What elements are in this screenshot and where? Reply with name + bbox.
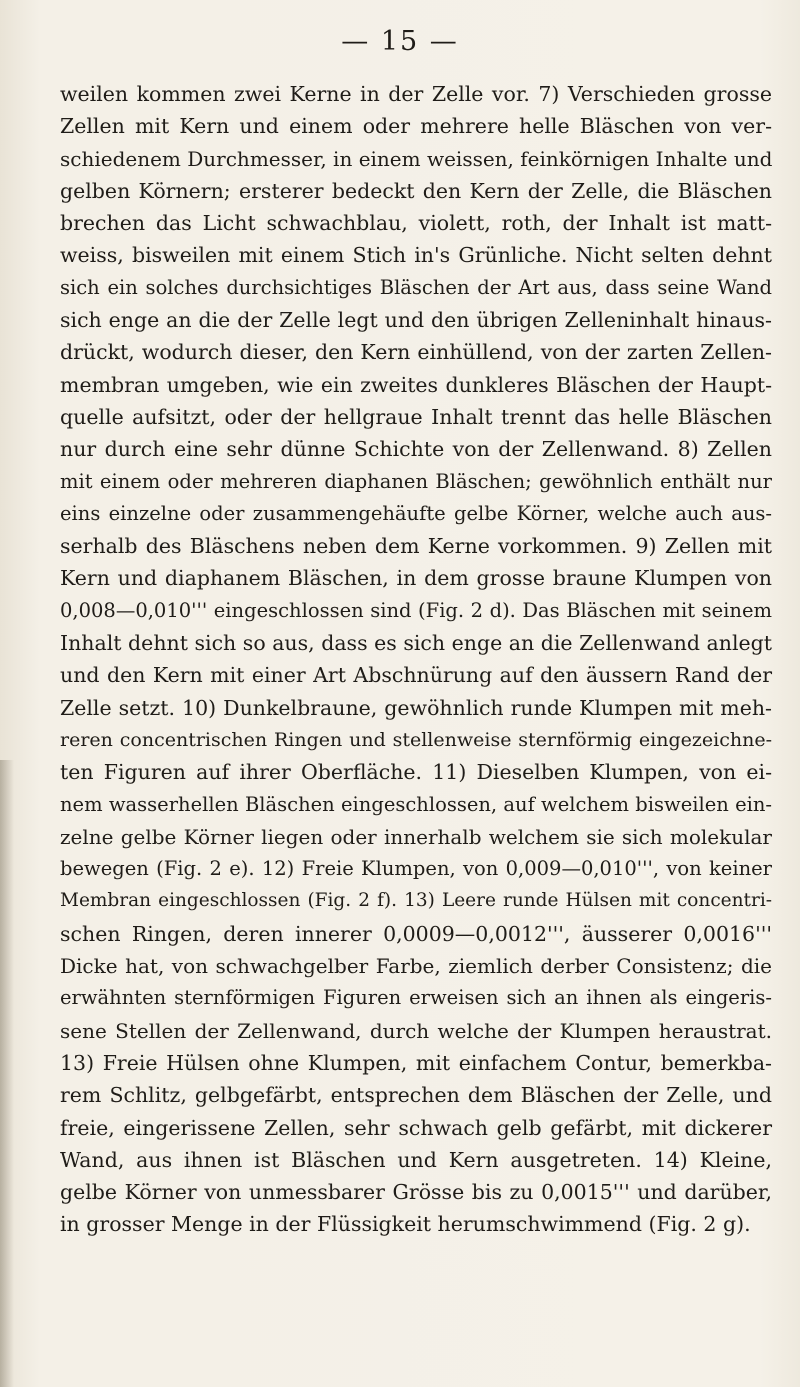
text-line: Zelle setzt. 10) Dunkelbraune, gewöhnlich runde Klumpen mit meh- bbox=[60, 695, 772, 720]
text-line: Kern und diaphanem Bläschen, in dem grosse braune Klumpen von bbox=[60, 566, 772, 591]
text-line: und den Kern mit einer Art Abschnürung auf den äussern Rand der bbox=[60, 663, 772, 688]
text-line: Membran eingeschlossen (Fig. 2 f). 13) Leere runde Hülsen mit concentri- bbox=[60, 890, 772, 912]
text-line: in grosser Menge in der Flüssigkeit herumschwimmend (Fig. 2 g). bbox=[60, 1212, 751, 1237]
text-line: Inhalt dehnt sich so aus, dass es sich enge an die Zellenwand anlegt bbox=[60, 631, 772, 656]
text-line: weilen kommen zwei Kerne in der Zelle vor. 7) Verschieden grosse bbox=[60, 82, 772, 106]
body-text bbox=[60, 78, 772, 1241]
text-line: rem Schlitz, gelbgefärbt, entsprechen dem Bläschen der Zelle, und bbox=[60, 1083, 772, 1108]
text-line: sene Stellen der Zellenwand, durch welche der Klumpen heraustrat. bbox=[60, 1018, 772, 1043]
text-line: drückt, wodurch dieser, den Kern einhüllend, von der zarten Zellen- bbox=[60, 340, 772, 365]
text-line: gelben Körnern; ersterer bedeckt den Kern der Zelle, die Bläschen bbox=[60, 178, 772, 203]
text-line: membran umgeben, wie ein zweites dunkleres Bläschen der Haupt- bbox=[60, 372, 772, 397]
text-line: mit einem oder mehreren diaphanen Bläschen; gewöhnlich enthält nur bbox=[60, 469, 772, 493]
text-line: schen Ringen, deren innerer 0,0009—0,0012''', äusserer 0,0016''' bbox=[60, 921, 772, 946]
text-line: Wand, aus ihnen ist Bläschen und Kern ausgetreten. 14) Kleine, bbox=[60, 1147, 772, 1172]
text-line: bewegen (Fig. 2 e). 12) Freie Klumpen, von 0,009—0,010''', von keiner bbox=[60, 857, 772, 881]
text-line: sich ein solches durchsichtiges Bläschen der Art aus, dass seine Wand bbox=[60, 275, 772, 299]
text-line: Dicke hat, von schwachgelber Farbe, ziemlich derber Consistenz; die bbox=[60, 954, 772, 979]
text-line: 0,008—0,010''' eingeschlossen sind (Fig. 2 d). Das Bläschen mit seinem bbox=[60, 598, 772, 622]
text-line: schiedenem Durchmesser, in einem weissen, feinkörnigen Inhalte und bbox=[60, 146, 773, 171]
text-line: eins einzelne oder zusammengehäufte gelbe Körner, welche auch aus- bbox=[60, 501, 772, 525]
text-line: zelne gelbe Körner liegen oder innerhalb welchem sie sich molekular bbox=[60, 824, 772, 849]
text-line: freie, eingerissene Zellen, sehr schwach gelb gefärbt, mit dickerer bbox=[60, 1115, 772, 1140]
page-edge-shadow bbox=[0, 760, 14, 1387]
text-line: brechen das Licht schwachblau, violett, roth, der Inhalt ist matt- bbox=[60, 211, 772, 236]
text-line: reren concentrischen Ringen und stellenweise sternförmig eingezeichne- bbox=[60, 728, 772, 751]
text-line: erwähnten sternförmigen Figuren erweisen sich an ihnen als eingeris- bbox=[60, 986, 772, 1010]
text-line: sich enge an die der Zelle legt und den übrigen Zelleninhalt hinaus- bbox=[60, 308, 772, 333]
text-line: ten Figuren auf ihrer Oberfläche. 11) Dieselben Klumpen, von ei- bbox=[60, 760, 772, 785]
text-line: gelbe Körner von unmessbarer Grösse bis zu 0,0015''' und darüber, bbox=[60, 1180, 772, 1205]
text-line: nem wasserhellen Bläschen eingeschlossen, auf welchem bisweilen ein- bbox=[60, 792, 772, 816]
text-line: serhalb des Bläschens neben dem Kerne vorkommen. 9) Zellen mit bbox=[60, 534, 772, 559]
text-line: Zellen mit Kern und einem oder mehrere helle Bläschen von ver- bbox=[60, 114, 772, 139]
text-line: weiss, bisweilen mit einem Stich in's Grünliche. Nicht selten dehnt bbox=[60, 243, 772, 268]
text-line: 13) Freie Hülsen ohne Klumpen, mit einfachem Contur, bemerkba- bbox=[60, 1050, 772, 1075]
page-number: — 15 — bbox=[341, 26, 459, 57]
text-line: nur durch eine sehr dünne Schichte von der Zellenwand. 8) Zellen bbox=[60, 437, 772, 462]
text-line: quelle aufsitzt, oder der hellgraue Inhalt trennt das helle Bläschen bbox=[60, 404, 772, 429]
